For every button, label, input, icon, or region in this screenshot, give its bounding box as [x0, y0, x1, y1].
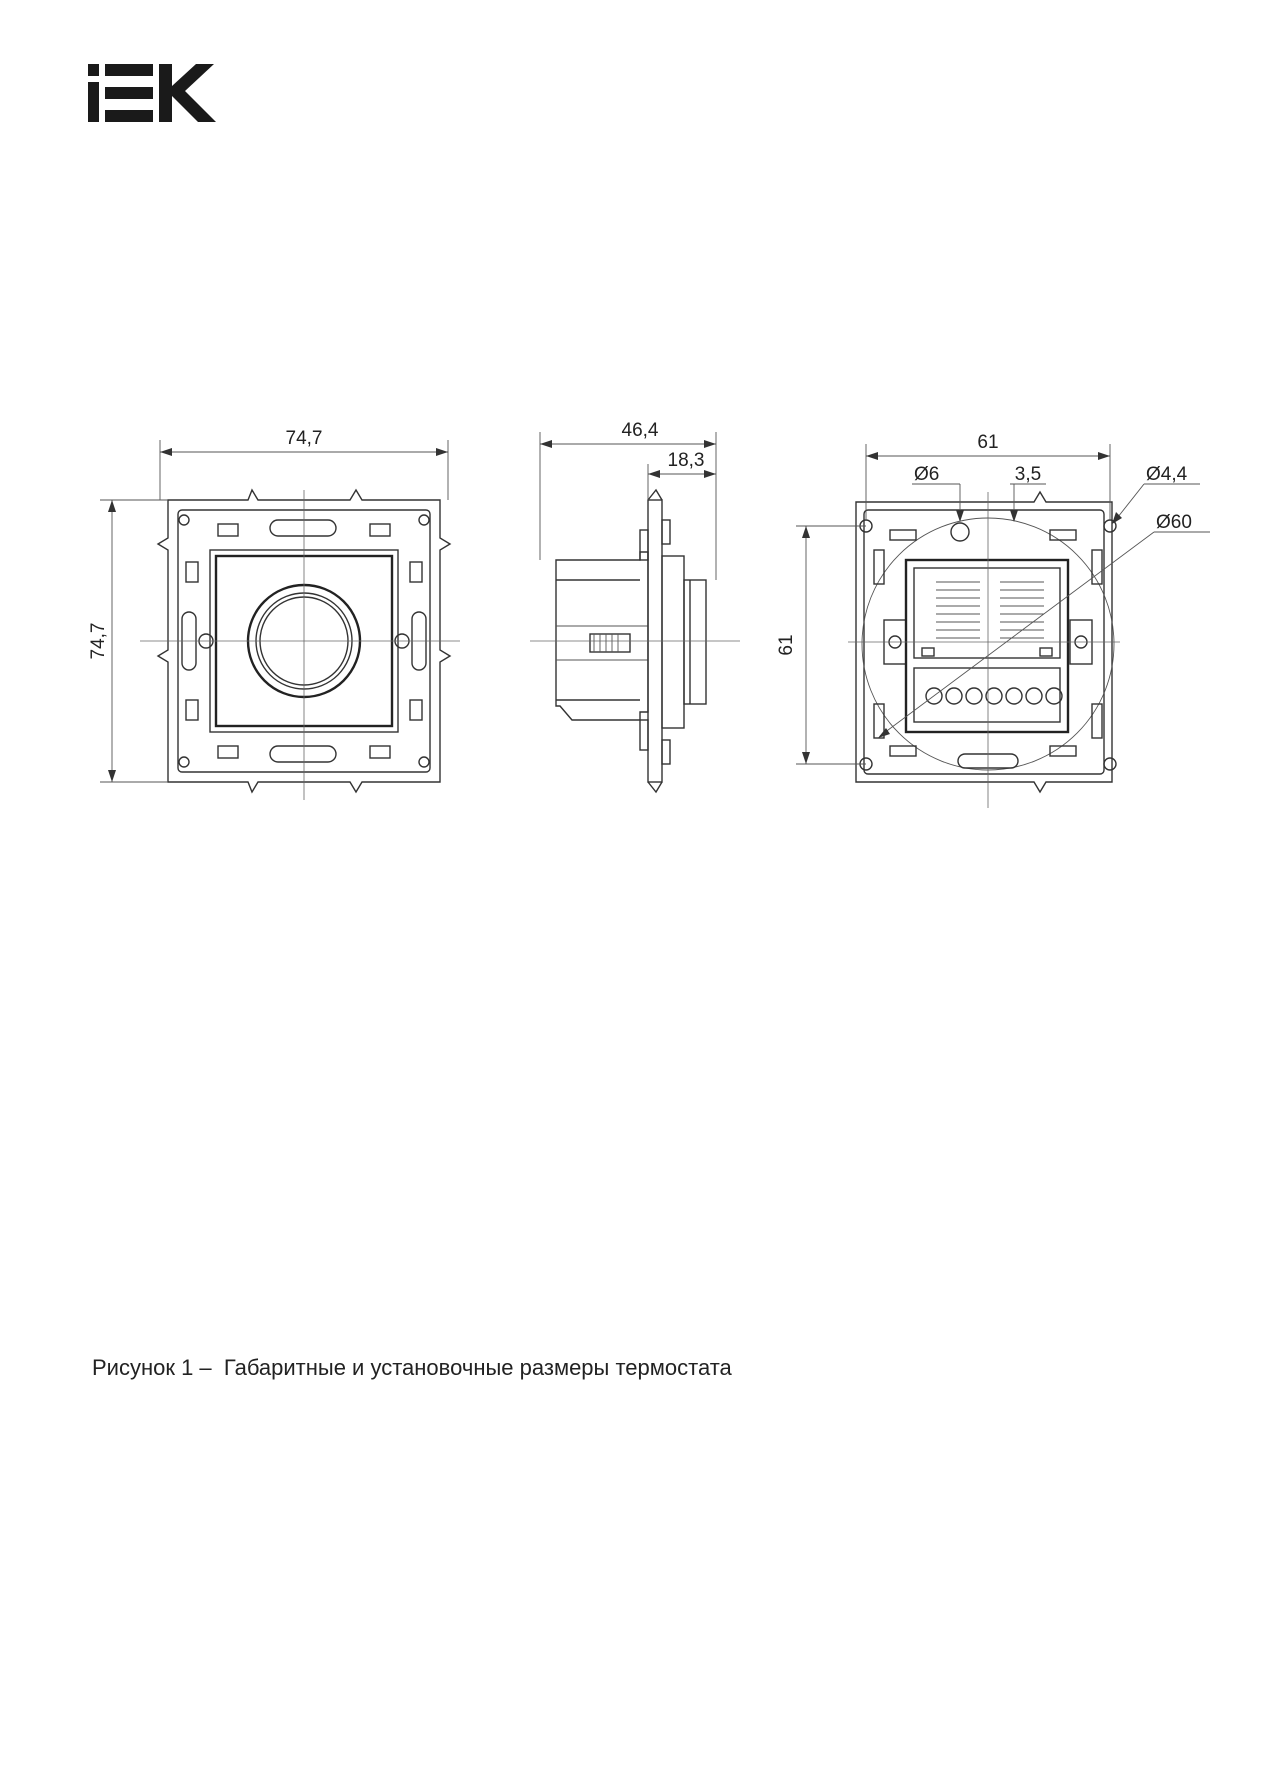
back-height-label: 61	[776, 634, 797, 656]
side-mount-label: 18,3	[667, 450, 705, 471]
box-diameter-label: Ø60	[1156, 512, 1192, 533]
caption-text: Габаритные и установочные размеры термостата	[223, 1355, 732, 1380]
back-view	[776, 432, 1210, 808]
screw-hole-label: Ø4,4	[1146, 464, 1188, 485]
side-depth-label: 46,4	[621, 420, 659, 441]
back-width-label: 61	[977, 432, 999, 453]
caption-label: Рисунок 1 –	[92, 1355, 212, 1380]
hole-small-label: Ø6	[914, 464, 940, 485]
figure-caption	[92, 1355, 732, 1381]
front-view	[88, 428, 460, 800]
slot-width-label: 3,5	[1014, 464, 1042, 485]
front-height-label: 74,7	[88, 622, 109, 660]
front-width-label: 74,7	[285, 428, 323, 449]
side-view	[530, 420, 740, 792]
